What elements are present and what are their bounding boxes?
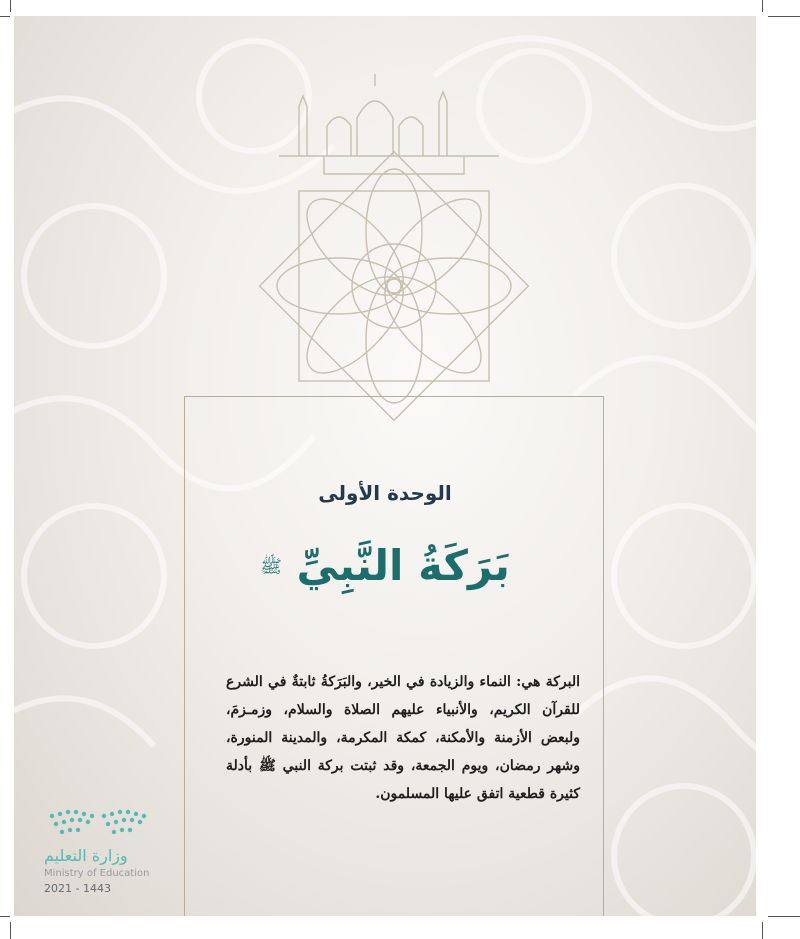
logo-year: 2021 - 1443 bbox=[44, 882, 111, 895]
crop-mark bbox=[0, 16, 10, 17]
intro-paragraph: البركة هي: النماء والزيادة في الخير، والبَرَكةُ ثابتةٌ في الشرع للقرآن الكريم، والأنبياء عليهم الصلاة والسلام، وزمـزمَ، ولبعض الأزمنة والأمكنة، كمكة المكرمة، والمدينة المنورة، وشهر رمضان، ويوم الجمعة، وقد ثبتت بركة النبي ﷺ بأدلة كثيرة قطعية اتفق عليها المسلمون. bbox=[226, 674, 580, 802]
ministry-logo bbox=[44, 806, 184, 906]
crop-mark bbox=[762, 0, 763, 12]
logo-name-english: Ministry of Education bbox=[44, 868, 150, 879]
page bbox=[14, 16, 756, 916]
crop-mark bbox=[768, 16, 800, 17]
salutation-glyph: ﷺ bbox=[260, 556, 282, 578]
crop-mark bbox=[762, 922, 763, 939]
crop-mark bbox=[768, 916, 800, 917]
logo-name-arabic: وزارة التعليم bbox=[44, 846, 128, 865]
logo-dots-icon bbox=[44, 806, 164, 842]
crop-mark bbox=[10, 922, 11, 939]
unit-subtitle bbox=[14, 481, 756, 505]
unit-subtitle-text: الوحدة الأولى bbox=[318, 481, 452, 505]
unit-title bbox=[14, 541, 756, 590]
crop-mark bbox=[10, 0, 11, 12]
unit-title-text: بَرَكَةُ النَّبِيِّ bbox=[296, 541, 510, 590]
crop-mark bbox=[0, 916, 10, 917]
content-frame bbox=[184, 396, 604, 916]
